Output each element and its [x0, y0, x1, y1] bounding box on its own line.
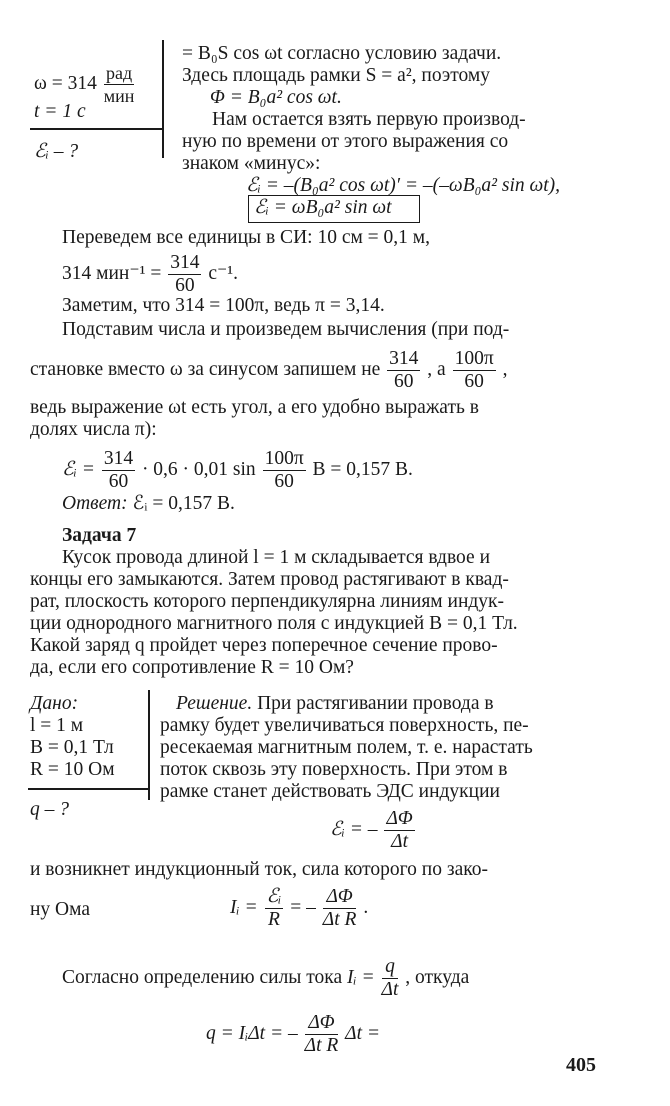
emf-left: ℰᵢ = – [330, 818, 378, 840]
sol7-line1 [176, 692, 494, 716]
subst2-f2-denominator: 60 [464, 371, 484, 392]
given1-vertical-rule [162, 40, 164, 158]
task7-para-line1: Кусок провода длиной l = 1 м складывается вдвое и [62, 547, 491, 568]
subst-line3: ведь выражение ωt есть угол, а его удобно выражать в [30, 397, 479, 418]
calculation [62, 448, 413, 493]
given7-length: l = 1 м [30, 715, 84, 736]
sol7-line5: рамке станет действовать ЭДС индукции [160, 781, 500, 802]
subst2-end: , [502, 358, 508, 380]
ohm-f2-numerator: ΔΦ [323, 886, 357, 909]
ohm-f2-denominator: Δt R [322, 909, 357, 930]
subst2-f1-denominator: 60 [394, 371, 414, 392]
conv-denominator: 60 [175, 275, 195, 296]
subst2-fraction1 [387, 348, 420, 393]
calc-fraction2 [263, 448, 306, 493]
given1-find: ℰᵢ – ? [34, 141, 79, 162]
given7-find: q – ? [30, 799, 69, 820]
pi-note: Заметим, что 314 = 100π, ведь π = 3,14. [62, 295, 385, 316]
emf-formula [330, 808, 417, 853]
given7-vertical-rule [148, 690, 150, 800]
sol1-line4: Нам остается взять первую производ- [212, 109, 526, 130]
charge-formula [206, 1012, 380, 1057]
ohm-formula [230, 886, 368, 931]
answer-value: ℰᵢ = 0,157 В. [132, 493, 235, 514]
conv-right: с⁻¹. [208, 262, 239, 284]
current-left: Iᵢ = [347, 966, 375, 988]
ohm-mid: = – [290, 896, 316, 918]
sol7-line3: ресекаемая магнитным полем, т. е. нарастать [160, 737, 533, 758]
given1-time: t = 1 с [34, 101, 86, 122]
calc-left: ℰᵢ = [62, 458, 95, 480]
calc-mid: · 0,6 · 0,01 sin [141, 458, 256, 480]
calc-fraction1 [102, 448, 135, 493]
ohm-left: Iᵢ = [230, 896, 258, 918]
answer-label: Ответ: [62, 493, 128, 514]
current-definition [62, 956, 469, 1001]
subst-line1: Подставим числа и произведем вычисления (при под- [62, 319, 510, 340]
emf-fraction [384, 808, 414, 853]
omega-unit-denominator: мин [103, 86, 135, 106]
ohm-end: . [363, 896, 369, 918]
sol1-line6: знаком «минус»: [182, 153, 321, 174]
calc-f1-numerator: 314 [103, 448, 134, 469]
calc-f2-denominator: 60 [274, 471, 294, 492]
task7-para-line4: ции однородного магнитного поля с индукцией B = 0,1 Тл. [30, 613, 518, 634]
sol1-line3: Φ = B₀a² cos ωt. [210, 87, 342, 108]
emf-denominator: Δt [391, 831, 409, 852]
charge-right: Δt = [345, 1022, 381, 1044]
charge-fraction [305, 1012, 339, 1057]
sol7-line2: рамку будет увеличиваться поверхность, пе- [160, 715, 529, 736]
sol7-line6: и возникнет индукционный ток, сила которого по зако- [30, 859, 488, 880]
sol1-derivative: ℰᵢ = –(B₀a² cos ωt)′ = –(–ωB₀a² sin ωt), [246, 175, 561, 196]
subst-line2 [30, 348, 507, 393]
task7-para-line6: да, если его сопротивление R = 10 Ом? [30, 657, 354, 678]
given7-induction: B = 0,1 Тл [30, 737, 114, 758]
charge-numerator: ΔΦ [305, 1012, 339, 1035]
calc-f2-numerator: 100π [264, 448, 304, 469]
ohm-f1-denominator: R [267, 909, 280, 930]
given1-omega-value: ω = 314 [34, 72, 97, 94]
omega-unit-numerator: рад [104, 62, 135, 85]
omega-unit-fraction [104, 62, 135, 107]
sol1-line5: ную по времени от этого выражения со [182, 131, 509, 152]
emf-numerator: ΔΦ [386, 808, 413, 829]
current-fraction [382, 956, 399, 1001]
current-denominator: Δt [381, 979, 399, 1000]
sol7-line7: ну Ома [30, 899, 91, 920]
calc-f1-denominator: 60 [108, 471, 129, 492]
given7-divider [28, 788, 148, 790]
answer-line [62, 492, 235, 516]
subst2-mid: , а [427, 358, 446, 380]
task7-title: Задача 7 [62, 525, 137, 546]
minute-conversion [62, 252, 238, 297]
current-right: , откуда [405, 966, 470, 988]
subst2-left: становке вместо ω за синусом запишем не [30, 358, 381, 380]
sol1-line2: Здесь площадь рамки S = a², поэтому [182, 65, 490, 86]
sol7-line4: поток сквозь эту поверхность. При этом в [160, 759, 508, 780]
conv-left: 314 мин⁻¹ = [62, 262, 162, 284]
ohm-f1-numerator: ℰᵢ [266, 886, 282, 907]
current-numerator: q [382, 956, 399, 979]
sol1-boxed-result: ℰᵢ = ωB₀a² sin ωt [254, 197, 392, 218]
conv-fraction [168, 252, 201, 297]
ohm-fraction1 [265, 886, 284, 931]
given1-divider [30, 128, 162, 130]
conv-numerator: 314 [170, 252, 200, 273]
task7-para-line5: Какой заряд q пройдет через поперечное сечение прово- [30, 635, 498, 656]
sol1-line1: = B₀S cos ωt согласно условию задачи. [182, 43, 502, 64]
si-conversion: Переведем все единицы в СИ: 10 см = 0,1 м, [62, 227, 431, 248]
subst2-f2-numerator: 100π [454, 348, 494, 369]
calc-right: В = 0,157 В. [312, 458, 413, 480]
sol7-label: Решение. [176, 693, 253, 714]
given7-resistance: R = 10 Ом [30, 759, 115, 780]
current-text: Согласно определению силы тока [62, 966, 343, 988]
ohm-fraction2 [323, 886, 357, 931]
subst2-f1-numerator: 314 [389, 348, 419, 369]
charge-left: q = IᵢΔt = – [206, 1022, 298, 1044]
given7-label: Дано: [30, 693, 79, 714]
charge-denominator: Δt R [304, 1035, 339, 1056]
subst-line4: долях числа π): [30, 419, 157, 440]
sol7-line1-text: При растягивании провода в [257, 693, 494, 714]
task7-para-line3: рат, плоскость которого перпендикулярна линиям индук- [30, 591, 505, 612]
task7-para-line2: концы его замыкаются. Затем провод растягивают в квад- [30, 569, 509, 590]
subst2-fraction2 [453, 348, 496, 393]
page-number: 405 [566, 1054, 596, 1076]
